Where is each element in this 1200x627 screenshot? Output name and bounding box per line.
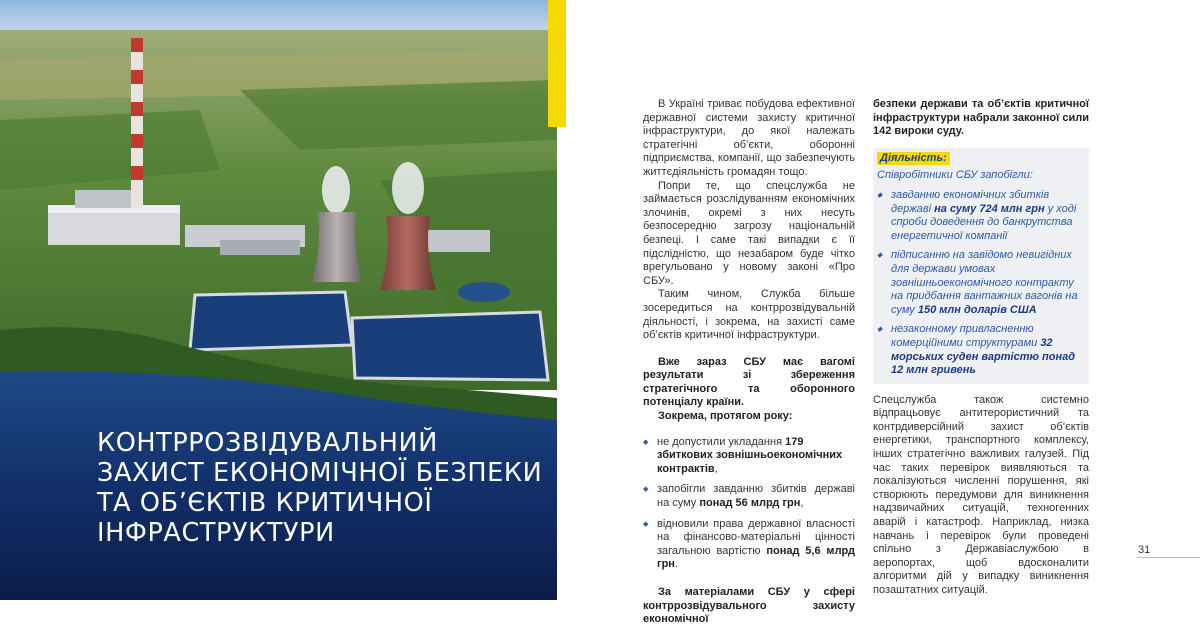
section-title-line: КОНТРРОЗВІДУВАЛЬНИЙ bbox=[97, 428, 438, 458]
paragraph: Спецслужба також системно відпрацьовує антитерористичний та контрдиверсійний захист об’єктів енергетики, транспортного комплексу, інших стратегічно важливих галузей. Під час таких перевірок виявляються та локалізуються численні порушення, які створюють передумови для виникнення надзвичайних ситуацій, техногенних аварій і катастроф. Наприклад, низка навчань і перевірок були проведені спільно з Держaвіаслужбою в аеропортах, щоб вдосконалити алгоритми дій у випадку виникнення позаштатних ситуацій. bbox=[873, 393, 1089, 596]
paragraph: Таким чином, Служба більше зосередиться на контррозвідувальній діяльності, і зокрема, на захисті саме об’єктів критичної інфраструктури. bbox=[643, 288, 855, 342]
paragraph: В Україні триває побудова ефективної державної системи захисту критичної інфраструктури, до якої належать стратегічні об’єкти, оборонні підприємства, компанії, що забезпечують життєдіяльність громадян тощо. bbox=[643, 98, 855, 178]
paragraph: Попри те, що спецслужба не займається розслідуванням економічних злочинів, окремі з них несуть безпосередню загрозу національній безпеці. І саме такі випадки є її підслідністю, що незабаром буде чітко врегульовано у новому законі «Про СБУ». bbox=[643, 179, 855, 287]
activity-label: Діяльність: bbox=[877, 152, 950, 166]
activity-box bbox=[873, 148, 1089, 384]
paragraph-bold: Вже зараз СБУ має вагомі результати зі збереження стратегічного та оборонного потенціалу країни. bbox=[643, 355, 855, 409]
section-title-line: ТА ОБ’ЄКТІВ КРИТИЧНОЇ bbox=[97, 488, 433, 518]
list-item: ◆ запобігли завданню збитків державі на суму понад 56 млрд грн, bbox=[643, 483, 855, 510]
section-title-line: ЗАХИСТ ЕКОНОМІЧНОЇ БЕЗПЕКИ bbox=[97, 458, 543, 488]
list-item: ◆ завданню економічних збитків державі на суму 724 млн грн у ході спроби доведення до банкрутства енергетичної компанії bbox=[877, 189, 1083, 243]
text-column-right bbox=[873, 98, 1089, 598]
section-title-line: ІНФРАСТРУКТУРИ bbox=[97, 518, 335, 548]
page-number: 31 bbox=[1138, 544, 1151, 556]
activity-lead: Співробітники СБУ запобігли: bbox=[877, 169, 1033, 182]
list-item: ◆ не допустили укладання 179 збиткових зовнішньоекономічних контрактів, bbox=[643, 436, 855, 477]
page-number-rule bbox=[1137, 557, 1200, 558]
section-title bbox=[97, 428, 543, 548]
paragraph-bold: Зокрема, протягом року: bbox=[658, 410, 793, 423]
activity-list bbox=[877, 189, 1083, 378]
results-list bbox=[643, 436, 855, 572]
power-plant-photo bbox=[0, 0, 557, 600]
paragraph-bold: безпеки держави та об’єктів критичної інфраструктури набрали законної сили 142 вироки суду. bbox=[873, 98, 1089, 138]
list-item: ◆ відновили права державної власності на фінансово-матеріальні цінності загальною вартістю понад 5,6 млрд грн. bbox=[643, 518, 855, 572]
list-item: ◆ підписанню на завідомо невигідних для держави умовах зовнішньоекономічного контракту на придбання вантажних вагонів на суму 150 млн доларів США bbox=[877, 249, 1083, 317]
paragraph-bold: За матеріалами СБУ у сфері контррозвідувального захисту економічної bbox=[643, 586, 855, 626]
list-item: ◆ незаконному привласненню комерційними структурами 32 морських суден вартістю понад 12 млн гривень bbox=[877, 323, 1083, 377]
text-column-left bbox=[643, 98, 855, 627]
yellow-accent-bar bbox=[548, 0, 566, 127]
